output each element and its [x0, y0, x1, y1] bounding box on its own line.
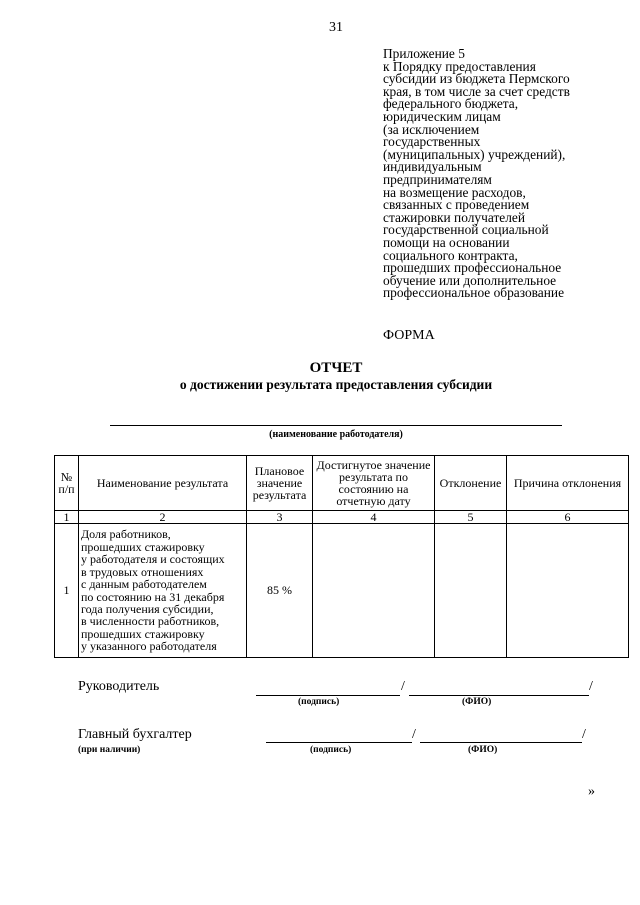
- achieved-value-cell[interactable]: [313, 524, 435, 658]
- appendix-line: стажировки получателей: [383, 209, 526, 225]
- employer-name-caption: (наименование работодателя): [269, 429, 403, 440]
- appendix-line: государственных: [383, 134, 481, 150]
- appendix-line: края, в том числе за счет средств: [383, 83, 570, 99]
- appendix-line: (за исключением: [383, 121, 480, 137]
- result-name-line: у работодателя и состоящих: [81, 552, 225, 567]
- header-deviation: Отклонение: [435, 456, 507, 511]
- report-subtitle: о достижении результата предоставления субсидии: [179, 377, 493, 392]
- column-number: 4: [313, 511, 435, 524]
- appendix-line: связанных с проведением: [383, 197, 530, 213]
- appendix-line: обучение или дополнительное: [383, 272, 557, 288]
- table-header-row: [55, 456, 629, 511]
- appendix-line: социального контракта,: [383, 247, 518, 263]
- appendix-line: индивидуальным: [383, 159, 482, 175]
- appendix-line: на возмещение расходов,: [383, 184, 526, 200]
- separator-slash: /: [582, 727, 586, 742]
- appendix-line: юридическим лицам: [383, 108, 501, 124]
- appendix-header: [383, 48, 633, 300]
- header-planned: Плановое значение результата: [247, 456, 313, 511]
- result-name-line: в трудовых отношениях: [81, 564, 204, 579]
- page-number: 31: [329, 20, 343, 35]
- result-name-line: в численности работников,: [81, 614, 220, 629]
- result-name-cell: [79, 524, 247, 658]
- head-signature-caption: (подпись): [298, 697, 340, 707]
- planned-value-cell: 85 %: [247, 524, 313, 658]
- head-name-caption: (ФИО): [462, 697, 492, 707]
- column-numbers-row: [55, 511, 629, 524]
- header-reason: Причина отклонения: [507, 456, 629, 511]
- separator-slash: /: [412, 727, 416, 742]
- accountant-name-line[interactable]: [420, 742, 582, 743]
- head-name-line[interactable]: [409, 695, 589, 696]
- appendix-line: государственной социальной: [383, 222, 549, 238]
- appendix-line: к Порядку предоставления: [383, 58, 536, 74]
- result-name-line: года получения субсидии,: [81, 601, 214, 616]
- separator-slash: /: [589, 679, 593, 694]
- appendix-line: помощи на основании: [383, 234, 510, 250]
- result-name-line: с данным работодателем: [81, 577, 207, 592]
- appendix-line: предпринимателям: [383, 171, 492, 187]
- header-no: № п/п: [55, 456, 79, 511]
- accountant-name-caption: (ФИО): [468, 745, 498, 755]
- appendix-line: Приложение 5: [383, 46, 465, 61]
- head-signature-line[interactable]: [256, 695, 400, 696]
- head-label: Руководитель: [78, 679, 160, 694]
- separator-slash: /: [401, 679, 405, 694]
- deviation-reason-cell[interactable]: [507, 524, 629, 658]
- appendix-line: субсидии из бюджета Пермского: [383, 71, 570, 87]
- employer-name-line[interactable]: [110, 425, 562, 426]
- result-name-line: у указанного работодателя: [81, 639, 217, 654]
- row-number: 1: [55, 524, 79, 658]
- deviation-cell[interactable]: [435, 524, 507, 658]
- result-name-line: прошедших стажировку: [81, 539, 205, 554]
- appendix-line: прошедших профессиональное: [383, 260, 562, 276]
- column-number: 1: [55, 511, 79, 524]
- result-name-line: прошедших стажировку: [81, 626, 205, 641]
- appendix-line: федерального бюджета,: [383, 96, 519, 112]
- report-title: ОТЧЕТ: [309, 360, 363, 376]
- header-result-name: Наименование результата: [79, 456, 247, 511]
- result-name-line: Доля работников,: [81, 527, 171, 542]
- accountant-note: (при наличии): [78, 745, 141, 755]
- appendix-line: (муниципальных) учреждений),: [383, 146, 566, 162]
- column-number: 3: [247, 511, 313, 524]
- accountant-signature-line[interactable]: [266, 742, 412, 743]
- appendix-line: профессиональное образование: [383, 285, 565, 301]
- accountant-label: Главный бухгалтер: [78, 727, 192, 742]
- results-table: [54, 455, 629, 658]
- column-number: 2: [79, 511, 247, 524]
- table-row: [55, 524, 629, 658]
- accountant-signature-caption: (подпись): [310, 745, 352, 755]
- column-number: 6: [507, 511, 629, 524]
- result-name-line: по состоянию на 31 декабря: [81, 589, 225, 604]
- form-label: ФОРМА: [383, 328, 435, 343]
- column-number: 5: [435, 511, 507, 524]
- closing-quote: »: [588, 784, 595, 799]
- header-achieved: Достигнутое значение результата по состоянию на отчетную дату: [313, 456, 435, 511]
